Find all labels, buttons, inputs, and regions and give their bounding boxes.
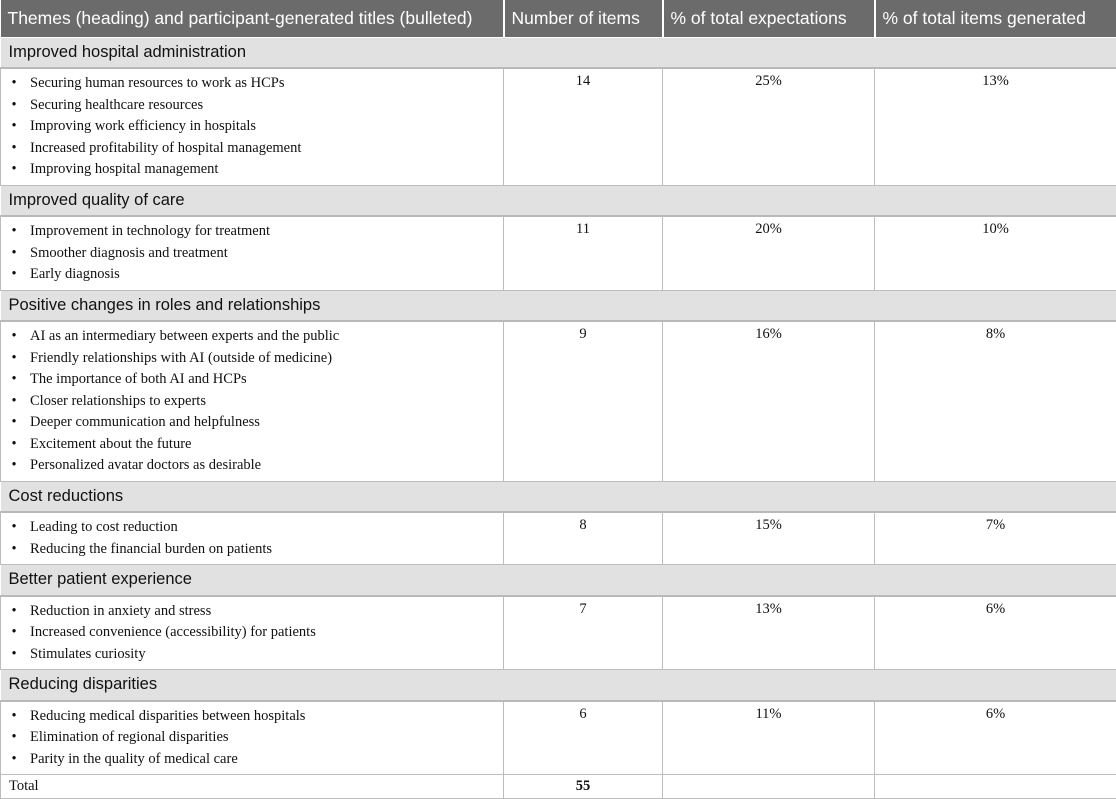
theme-items-cell bbox=[1, 512, 504, 565]
item-title: Increased convenience (accessibility) for patients bbox=[30, 624, 316, 640]
list-item bbox=[9, 159, 495, 181]
bullet-icon: • bbox=[9, 243, 19, 265]
list-item bbox=[9, 221, 495, 243]
bullet-icon: • bbox=[9, 116, 19, 138]
item-title: Reduction in anxiety and stress bbox=[30, 603, 211, 619]
item-title: Closer relationships to experts bbox=[30, 393, 206, 409]
bullet-icon: • bbox=[9, 622, 19, 644]
bullet-icon: • bbox=[9, 601, 19, 623]
header-row bbox=[1, 0, 1116, 37]
bullet-icon: • bbox=[9, 348, 19, 370]
item-title: AI as an intermediary between experts and the public bbox=[30, 328, 339, 344]
bullet-icon: • bbox=[9, 95, 19, 117]
pct-items-cell: 7% bbox=[875, 512, 1116, 565]
theme-items-row bbox=[1, 701, 1116, 775]
theme-items-row bbox=[1, 512, 1116, 565]
list-item bbox=[9, 601, 495, 623]
item-title: Securing healthcare resources bbox=[30, 97, 203, 113]
header-pct-expectations: % of total expectations bbox=[663, 0, 875, 37]
bullet-icon: • bbox=[9, 412, 19, 434]
bullet-icon: • bbox=[9, 326, 19, 348]
theme-heading: Cost reductions bbox=[1, 481, 1116, 512]
theme-heading-row bbox=[1, 670, 1116, 701]
total-pct-expectations-empty bbox=[663, 775, 875, 799]
bullet-icon: • bbox=[9, 749, 19, 771]
header-number-of-items: Number of items bbox=[504, 0, 663, 37]
bullet-list bbox=[9, 517, 495, 560]
theme-items-cell bbox=[1, 216, 504, 290]
list-item bbox=[9, 517, 495, 539]
bullet-icon: • bbox=[9, 517, 19, 539]
theme-heading: Improved quality of care bbox=[1, 185, 1116, 216]
list-item bbox=[9, 434, 495, 456]
item-title: The importance of both AI and HCPs bbox=[30, 371, 247, 387]
table-header bbox=[1, 0, 1116, 37]
pct-items-cell: 8% bbox=[875, 321, 1116, 481]
item-title: Deeper communication and helpfulness bbox=[30, 414, 260, 430]
item-title: Elimination of regional disparities bbox=[30, 729, 229, 745]
theme-heading-row bbox=[1, 37, 1116, 68]
item-count-cell: 7 bbox=[504, 596, 663, 670]
list-item bbox=[9, 539, 495, 561]
total-count: 55 bbox=[504, 775, 663, 799]
item-title: Reducing medical disparities between hospitals bbox=[30, 708, 305, 724]
total-pct-items-empty bbox=[875, 775, 1116, 799]
list-item bbox=[9, 138, 495, 160]
pct-expectations-cell: 13% bbox=[663, 596, 875, 670]
pct-expectations-cell: 25% bbox=[663, 68, 875, 185]
bullet-icon: • bbox=[9, 434, 19, 456]
item-title: Friendly relationships with AI (outside of medicine) bbox=[30, 350, 332, 366]
list-item bbox=[9, 412, 495, 434]
theme-items-row bbox=[1, 216, 1116, 290]
theme-items-cell bbox=[1, 596, 504, 670]
bullet-icon: • bbox=[9, 138, 19, 160]
theme-items-row bbox=[1, 321, 1116, 481]
bullet-icon: • bbox=[9, 455, 19, 477]
bullet-icon: • bbox=[9, 706, 19, 728]
theme-heading: Better patient experience bbox=[1, 565, 1116, 596]
theme-items-row bbox=[1, 68, 1116, 185]
pct-items-cell: 10% bbox=[875, 216, 1116, 290]
total-label: Total bbox=[1, 775, 504, 799]
bullet-list bbox=[9, 326, 495, 477]
theme-heading-row bbox=[1, 565, 1116, 596]
theme-items-cell bbox=[1, 68, 504, 185]
item-title: Improving hospital management bbox=[30, 161, 218, 177]
theme-heading-row bbox=[1, 185, 1116, 216]
item-title: Parity in the quality of medical care bbox=[30, 751, 238, 767]
item-title: Stimulates curiosity bbox=[30, 646, 146, 662]
pct-expectations-cell: 11% bbox=[663, 701, 875, 775]
item-title: Improvement in technology for treatment bbox=[30, 223, 270, 239]
list-item bbox=[9, 749, 495, 771]
pct-expectations-cell: 16% bbox=[663, 321, 875, 481]
item-title: Increased profitability of hospital management bbox=[30, 140, 301, 156]
total-row bbox=[1, 775, 1116, 799]
pct-items-cell: 6% bbox=[875, 596, 1116, 670]
item-title: Personalized avatar doctors as desirable bbox=[30, 457, 261, 473]
item-count-cell: 8 bbox=[504, 512, 663, 565]
list-item bbox=[9, 369, 495, 391]
bullet-icon: • bbox=[9, 264, 19, 286]
item-title: Securing human resources to work as HCPs bbox=[30, 75, 285, 91]
bullet-icon: • bbox=[9, 369, 19, 391]
list-item bbox=[9, 116, 495, 138]
pct-expectations-cell: 20% bbox=[663, 216, 875, 290]
pct-items-cell: 6% bbox=[875, 701, 1116, 775]
list-item bbox=[9, 326, 495, 348]
bullet-icon: • bbox=[9, 644, 19, 666]
list-item bbox=[9, 644, 495, 666]
item-count-cell: 9 bbox=[504, 321, 663, 481]
pct-expectations-cell: 15% bbox=[663, 512, 875, 565]
list-item bbox=[9, 391, 495, 413]
list-item bbox=[9, 706, 495, 728]
theme-items-cell bbox=[1, 321, 504, 481]
list-item bbox=[9, 95, 495, 117]
item-title: Smoother diagnosis and treatment bbox=[30, 245, 228, 261]
bullet-list bbox=[9, 221, 495, 286]
list-item bbox=[9, 348, 495, 370]
item-title: Early diagnosis bbox=[30, 266, 120, 282]
list-item bbox=[9, 264, 495, 286]
theme-items-cell bbox=[1, 701, 504, 775]
list-item bbox=[9, 243, 495, 265]
theme-heading: Improved hospital administration bbox=[1, 37, 1116, 68]
bullet-list bbox=[9, 73, 495, 181]
bullet-list bbox=[9, 601, 495, 666]
header-pct-items: % of total items generated bbox=[875, 0, 1116, 37]
bullet-icon: • bbox=[9, 727, 19, 749]
bullet-icon: • bbox=[9, 73, 19, 95]
theme-items-row bbox=[1, 596, 1116, 670]
list-item bbox=[9, 727, 495, 749]
table-body bbox=[1, 37, 1116, 799]
item-title: Improving work efficiency in hospitals bbox=[30, 118, 256, 134]
item-count-cell: 14 bbox=[504, 68, 663, 185]
list-item bbox=[9, 622, 495, 644]
header-themes: Themes (heading) and participant-generated titles (bulleted) bbox=[1, 0, 504, 37]
bullet-icon: • bbox=[9, 539, 19, 561]
bullet-icon: • bbox=[9, 221, 19, 243]
theme-heading: Reducing disparities bbox=[1, 670, 1116, 701]
item-title: Excitement about the future bbox=[30, 436, 191, 452]
list-item bbox=[9, 455, 495, 477]
theme-heading-row bbox=[1, 481, 1116, 512]
theme-heading: Positive changes in roles and relationships bbox=[1, 290, 1116, 321]
bullet-icon: • bbox=[9, 391, 19, 413]
item-title: Reducing the financial burden on patients bbox=[30, 541, 272, 557]
item-title: Leading to cost reduction bbox=[30, 519, 178, 535]
bullet-icon: • bbox=[9, 159, 19, 181]
pct-items-cell: 13% bbox=[875, 68, 1116, 185]
bullet-list bbox=[9, 706, 495, 771]
theme-heading-row bbox=[1, 290, 1116, 321]
item-count-cell: 11 bbox=[504, 216, 663, 290]
list-item bbox=[9, 73, 495, 95]
item-count-cell: 6 bbox=[504, 701, 663, 775]
